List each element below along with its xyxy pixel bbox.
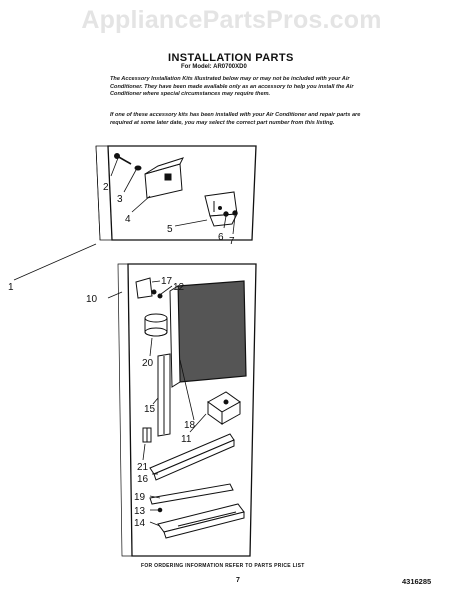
- screw-part-6: [224, 212, 228, 216]
- document-number: 4316285: [402, 577, 432, 586]
- screw-part-13: [158, 508, 162, 512]
- callout-16: 16: [137, 474, 149, 485]
- foam-panel-part-18: [170, 281, 246, 387]
- nut-part-7: [233, 211, 237, 215]
- callout-17: 17: [161, 276, 173, 287]
- callout-4: 4: [125, 214, 131, 225]
- angle-bracket-part-5: [205, 192, 237, 226]
- callout-3: 3: [117, 194, 123, 205]
- page-number: 7: [236, 577, 240, 584]
- ordering-note: FOR ORDERING INFORMATION REFER TO PARTS PRICE LIST: [141, 563, 305, 569]
- rail-part-14: [158, 504, 244, 538]
- callout-12: 12: [173, 282, 185, 293]
- block-part-21: [143, 428, 151, 442]
- angle-part-19: [150, 484, 233, 504]
- intro-paragraph: The Accessory Installation Kits illustrated below may or may not be included with your Air Conditioner. They have been made available only as an accessory to help you install the Air Conditioner where special circumstances may require them.: [110, 76, 354, 98]
- bracket-part-4: [145, 158, 183, 198]
- tape-roll-part-20: [145, 314, 167, 336]
- callout-18: 18: [184, 420, 196, 431]
- repair-paragraph: If one of these accessory kits has been installed with your Air Conditioner and repair parts are required at some later date, you may select the correct part number from this listing.: [110, 112, 361, 126]
- callout-15: 15: [144, 404, 156, 415]
- callout-6: 6: [218, 232, 224, 243]
- model-subtitle: For Model: AR0700XD0: [181, 64, 247, 70]
- screw-part-2: [115, 154, 132, 165]
- callout-1: 1: [8, 282, 14, 293]
- page-title: INSTALLATION PARTS: [168, 52, 294, 64]
- callout-2: 2: [103, 182, 109, 193]
- callout-7: 7: [229, 236, 235, 247]
- callout-19: 19: [134, 492, 146, 503]
- callout-13: 13: [134, 506, 146, 517]
- angle-part-16: [150, 434, 234, 480]
- washer-part-3: [135, 166, 141, 170]
- watermark: AppliancePartsPros.com: [81, 6, 382, 34]
- callout-5: 5: [167, 224, 173, 235]
- callout-10: 10: [86, 294, 98, 305]
- callout-21: 21: [137, 462, 149, 473]
- callout-14: 14: [134, 518, 146, 529]
- callout-20: 20: [142, 358, 154, 369]
- callout-11: 11: [181, 434, 192, 445]
- channel-part-15: [158, 354, 170, 436]
- mounting-block-part-11: [208, 392, 240, 424]
